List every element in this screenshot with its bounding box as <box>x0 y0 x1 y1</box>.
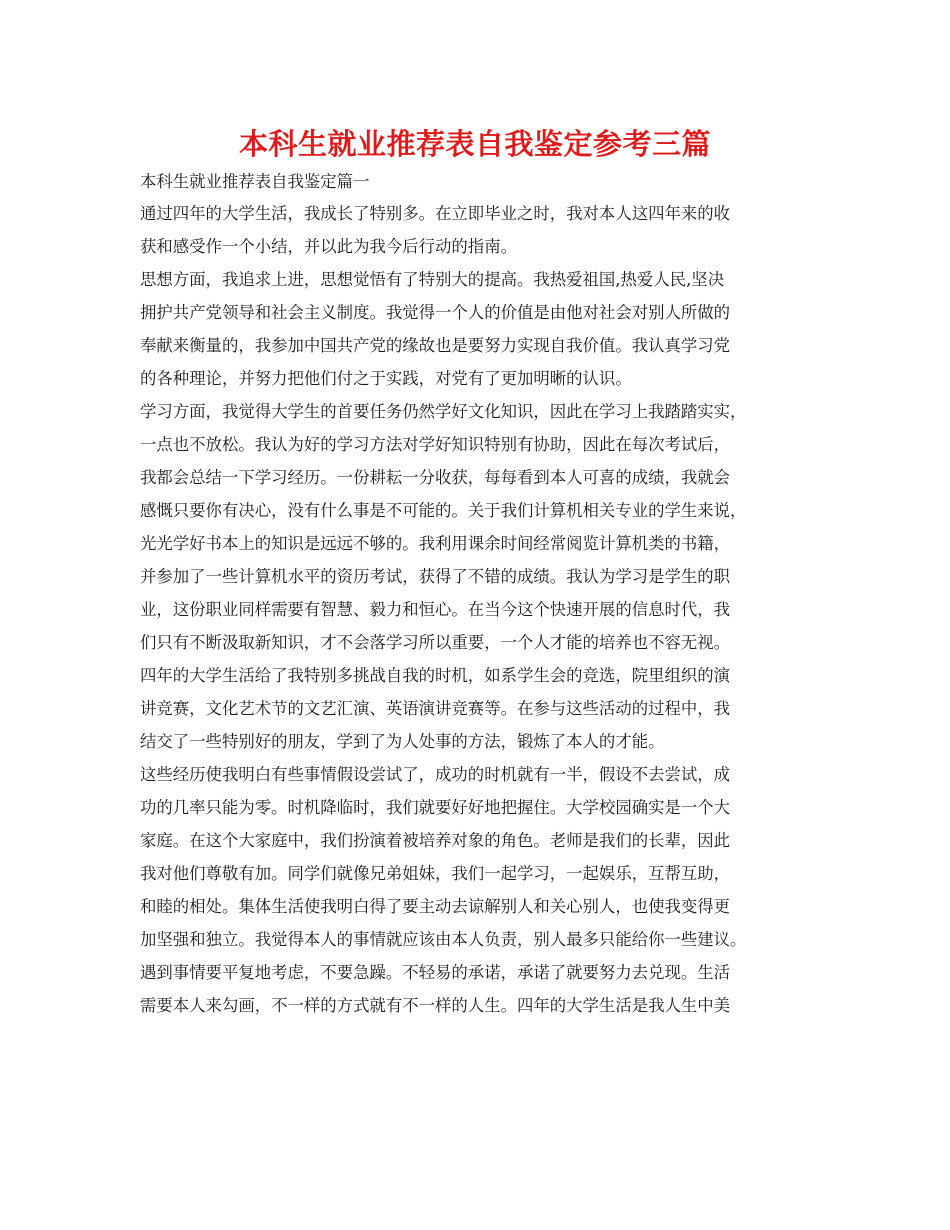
body-line: 加坚强和独立。我觉得本人的事情就应该由本人负责，别人最多只能给你一些建议。 <box>140 930 747 949</box>
body-line: 和睦的相处。集体生活使我明白得了要主动去谅解别人和关心别人，也使我变得更 <box>140 897 731 916</box>
body-line: 结交了一些特别好的朋友，学到了为人处事的方法，锻炼了本人的才能。 <box>140 732 665 751</box>
body-line: 并参加了一些计算机水平的资历考试，获得了不错的成绩。我认为学习是学生的职 <box>140 567 731 586</box>
section-heading: 本科生就业推荐表自我鉴定篇一 <box>140 172 370 191</box>
body-line: 遇到事情要平复地考虑，不要急躁。不轻易的承诺，承诺了就要努力去兑现。生活 <box>140 963 731 982</box>
body-line: 家庭。在这个大家庭中，我们扮演着被培养对象的角色。老师是我们的长辈，因此 <box>140 831 731 850</box>
body-line: 思想方面，我追求上进，思想觉悟有了特别大的提高。我热爱祖国,热爱人民,坚决 <box>140 270 725 289</box>
body-line: 通过四年的大学生活，我成长了特别多。在立即毕业之时，我对本人这四年来的收 <box>140 204 731 223</box>
document-body <box>140 167 830 1022</box>
body-line: 这些经历使我明白有些事情假设尝试了，成功的时机就有一半，假设不去尝试，成 <box>140 765 731 784</box>
body-line: 获和感受作一个小结，并以此为我今后行动的指南。 <box>140 237 517 256</box>
body-line: 学习方面，我觉得大学生的首要任务仍然学好文化知识，因此在学习上我踏踏实实， <box>140 402 747 421</box>
body-line: 一点也不放松。我认为好的学习方法对学好知识特别有协助，因此在每次考试后， <box>140 435 731 454</box>
body-line: 感慨只要你有决心，没有什么事是不可能的。关于我们计算机相关专业的学生来说， <box>140 501 747 520</box>
body-line: 需要本人来勾画，不一样的方式就有不一样的人生。四年的大学生活是我人生中美 <box>140 996 731 1015</box>
body-line: 功的几率只能为零。时机降临时，我们就要好好地把握住。大学校园确实是一个大 <box>140 798 731 817</box>
body-line: 光光学好书本上的知识是远远不够的。我利用课余时间经常阅览计算机类的书籍， <box>140 534 731 553</box>
document-title: 本科生就业推荐表自我鉴定参考三篇 <box>238 127 711 161</box>
body-line: 的各种理论，并努力把他们付之于实践，对党有了更加明晰的认识。 <box>140 369 632 388</box>
body-line: 四年的大学生活给了我特别多挑战自我的时机，如系学生会的竞选，院里组织的演 <box>140 666 731 685</box>
body-line: 们只有不断汲取新知识，才不会落学习所以重要，一个人才能的培养也不容无视。 <box>140 633 731 652</box>
body-line: 业，这份职业同样需要有智慧、毅力和恒心。在当今这个快速开展的信息时代，我 <box>140 600 731 619</box>
body-line: 讲竞赛，文化艺术节的文艺汇演、英语演讲竞赛等。在参与这些活动的过程中，我 <box>140 699 731 718</box>
body-line: 我对他们尊敬有加。同学们就像兄弟姐妹，我们一起学习，一起娱乐，互帮互助， <box>140 864 731 883</box>
body-line: 拥护共产党领导和社会主义制度。我觉得一个人的价值是由他对社会对别人所做的 <box>140 303 731 322</box>
body-line: 我都会总结一下学习经历。一份耕耘一分收获，每每看到本人可喜的成绩，我就会 <box>140 468 731 487</box>
body-line: 奉献来衡量的，我参加中国共产党的缘故也是要努力实现自我价值。我认真学习党 <box>140 336 731 355</box>
